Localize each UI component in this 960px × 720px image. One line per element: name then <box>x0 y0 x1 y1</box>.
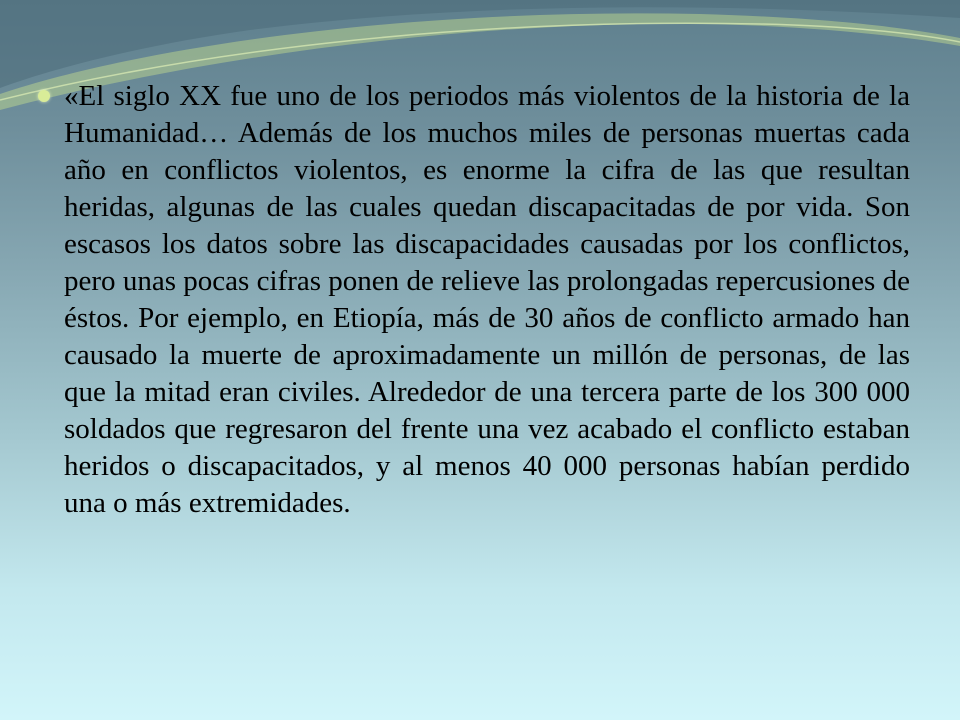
bullet-text: «El siglo XX fue uno de los periodos más violentos de la historia de la Humanidad… Además de los muchos miles de personas muertas cada año en conflictos violentos, es enorme la cifra de las que resultan heridas, algunas de las cuales quedan discapacitadas de por vida. Son escasos los datos sobre las discapacidades causadas por los conflictos, pero unas pocas cifras ponen de relieve las prolongadas repercusiones de éstos. Por ejemplo, en Etiopía, más de 30 años de conflicto armado han causado la muerte de aproximadamente un millón de personas, de las que la mitad eran civiles. Alrededor de una tercera parte de los 300 000 soldados que regresaron del frente una vez acabado el conflicto estaban heridos o discapacitados, y al menos 40 000 personas habían perdido una o más extremidades. <box>64 80 910 519</box>
bullet-dot-icon <box>38 90 50 102</box>
bullet-item <box>38 78 910 522</box>
content-area <box>38 78 910 522</box>
